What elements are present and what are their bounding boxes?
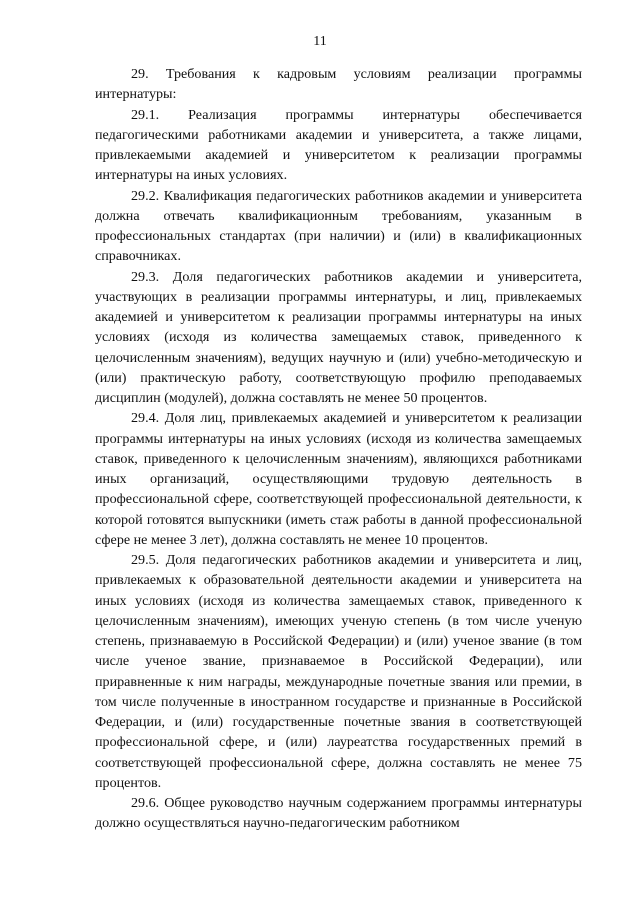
paragraph-29-5: 29.5. Доля педагогических работников академии и университета и лиц, привлекаемых к образовательной деятельности академии и университета на иных условиях (исходя из количества замещаемых ставок, приведенного к целочисленным значениям), имеющих ученую степень (в том числе ученую степень, признаваемую в Российской Федерации) и (или) ученое звание (в том числе ученое звание, признаваемое в Российской Федерации), или приравненные к ним награды, международные почетные звания или премии, в том числе полученные в иностранном государстве и признанные в Российской Федерации, и (или) государственные почетные звания в соответствующей профессиональной сфере, и (или) лауреатства государственных премий в соответствующей профессиональной сфере, должна составлять не менее 75 процентов. bbox=[95, 552, 582, 791]
page-number: 11 bbox=[313, 34, 327, 49]
paragraph-29-6: 29.6. Общее руководство научным содержанием программы интернатуры должно осуществляться научно-педагогическим работником bbox=[95, 795, 582, 832]
paragraph-29-3: 29.3. Доля педагогических работников академии и университета, участвующих в реализации программы интернатуры, и лиц, привлекаемых академией и университетом к реализации программы интернатуры на иных условиях (исходя из количества замещаемых ставок, приведенного к целочисленным значениям), ведущих научную и (или) учебно-методическую и (или) практическую работу, соответствующую профилю преподаваемых дисциплин (модулей), должна составлять не менее 50 процентов. bbox=[95, 268, 582, 406]
paragraph-29-1: 29.1. Реализация программы интернатуры обеспечивается педагогическими работниками академии и университета, а также лицами, привлекаемыми академией и университетом к реализации программы интернатуры на иных условиях. bbox=[95, 106, 582, 184]
document-body bbox=[95, 64, 582, 834]
paragraph-29-2: 29.2. Квалификация педагогических работников академии и университета должна отвечать квалификационным требованиям, указанным в профессиональных стандартах (при наличии) и (или) в квалификационных справочниках. bbox=[95, 187, 582, 265]
paragraph-29: 29. Требования к кадровым условиям реализации программы интернатуры: bbox=[95, 66, 582, 103]
paragraph-29-4: 29.4. Доля лиц, привлекаемых академией и университетом к реализации программы интернатуры на иных условиях (исходя из количества замещаемых ставок, приведенного к целочисленным значениям), являющихся работниками иных организаций, осуществляющими трудовую деятельность в профессиональной сфере, соответствующей профессиональной деятельности, к которой готовятся выпускники (иметь стаж работы в данной профессиональной сфере не менее 3 лет), должна составлять не менее 10 процентов. bbox=[95, 410, 582, 548]
